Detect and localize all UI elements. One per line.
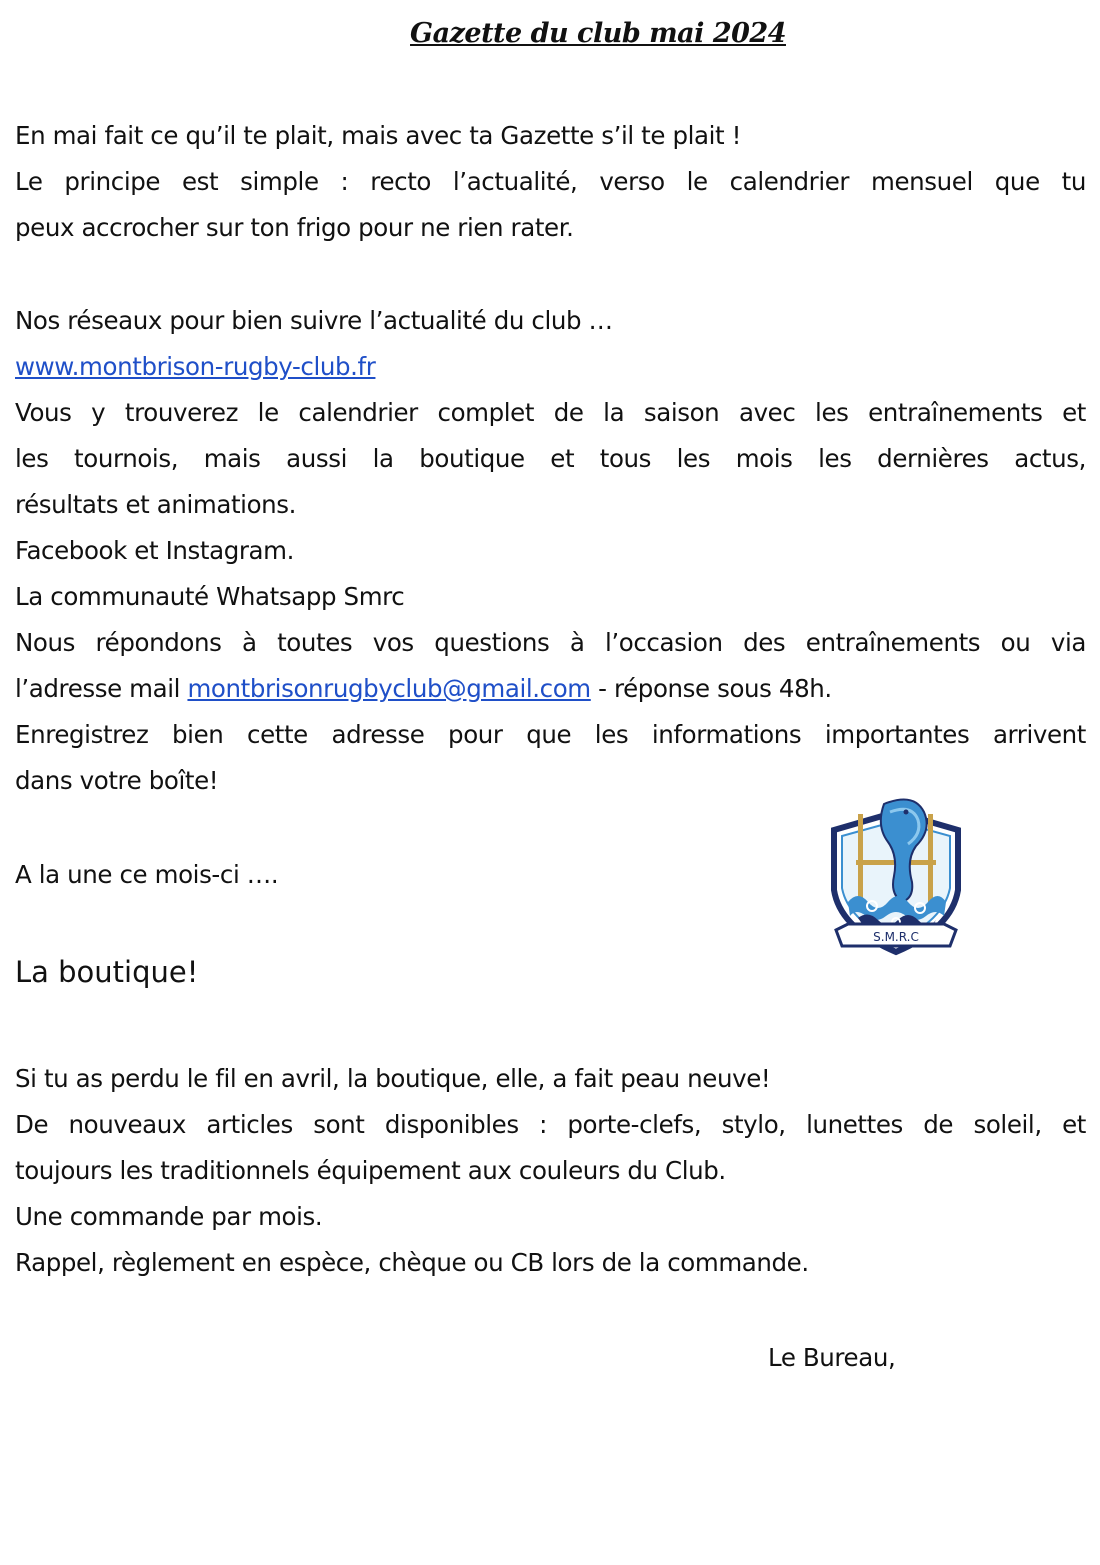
whatsapp-community-text: La communauté Whatsapp Smrc <box>15 582 405 611</box>
contact-suffix: - réponse sous 48h. <box>590 674 832 703</box>
logo-subtext: 2016 <box>889 948 903 954</box>
left-post-icon <box>858 814 863 904</box>
shop-paragraph-4: Rappel, règlement en espèce, chèque ou CB lors de la commande. <box>15 1248 809 1277</box>
page-title: Gazette du club mai 2024 <box>410 18 786 49</box>
intro-section <box>15 113 1086 251</box>
intro-line-3: peux accrocher sur ton frigo pour ne rien rater. <box>15 213 574 242</box>
shop-heading: La boutique! <box>15 955 199 989</box>
club-logo-icon <box>828 790 964 962</box>
signature: Le Bureau, <box>768 1343 896 1372</box>
shop-paragraph-3: Une commande par mois. <box>15 1202 323 1231</box>
right-post-icon <box>928 814 933 904</box>
shop-section <box>15 1056 1086 1286</box>
website-link[interactable]: www.montbrison-rugby-club.fr <box>15 352 376 381</box>
contact-line-1: Nous répondons à toutes vos questions à l’occasion des entraînements ou via <box>15 628 1086 657</box>
shop-paragraph-2-line-2: toujours les traditionnels équipement aux couleurs du Club. <box>15 1156 726 1185</box>
website-desc-line-3: résultats et animations. <box>15 490 297 519</box>
intro-line-2: Le principe est simple : recto l’actualité, verso le calendrier mensuel que tu <box>15 167 1086 196</box>
contact-line-2 <box>15 666 1086 712</box>
social-networks-text: Facebook et Instagram. <box>15 536 295 565</box>
shop-paragraph-2-line-1: De nouveaux articles sont disponibles : porte-clefs, stylo, lunettes de soleil, et <box>15 1110 1086 1139</box>
networks-section <box>15 298 1086 804</box>
feature-intro: A la une ce mois-ci …. <box>15 860 279 889</box>
contact-prefix: l’adresse mail <box>15 674 188 703</box>
intro-line-1: En mai fait ce qu’il te plait, mais avec ta Gazette s’il te plait ! <box>15 121 742 150</box>
website-desc-line-1: Vous y trouverez le calendrier complet de la saison avec les entraînements et <box>15 398 1086 427</box>
save-address-line-1: Enregistrez bien cette adresse pour que les informations importantes arrivent <box>15 720 1086 749</box>
shop-paragraph-1: Si tu as perdu le fil en avril, la boutique, elle, a fait peau neuve! <box>15 1064 771 1093</box>
website-desc-line-2: les tournois, mais aussi la boutique et tous les mois les dernières actus, <box>15 444 1086 473</box>
save-address-line-2: dans votre boîte! <box>15 766 219 795</box>
networks-heading: Nos réseaux pour bien suivre l’actualité du club … <box>15 306 613 335</box>
email-link[interactable]: montbrisonrugbyclub@gmail.com <box>187 674 591 703</box>
logo-text: S.M.R.C <box>873 930 919 944</box>
